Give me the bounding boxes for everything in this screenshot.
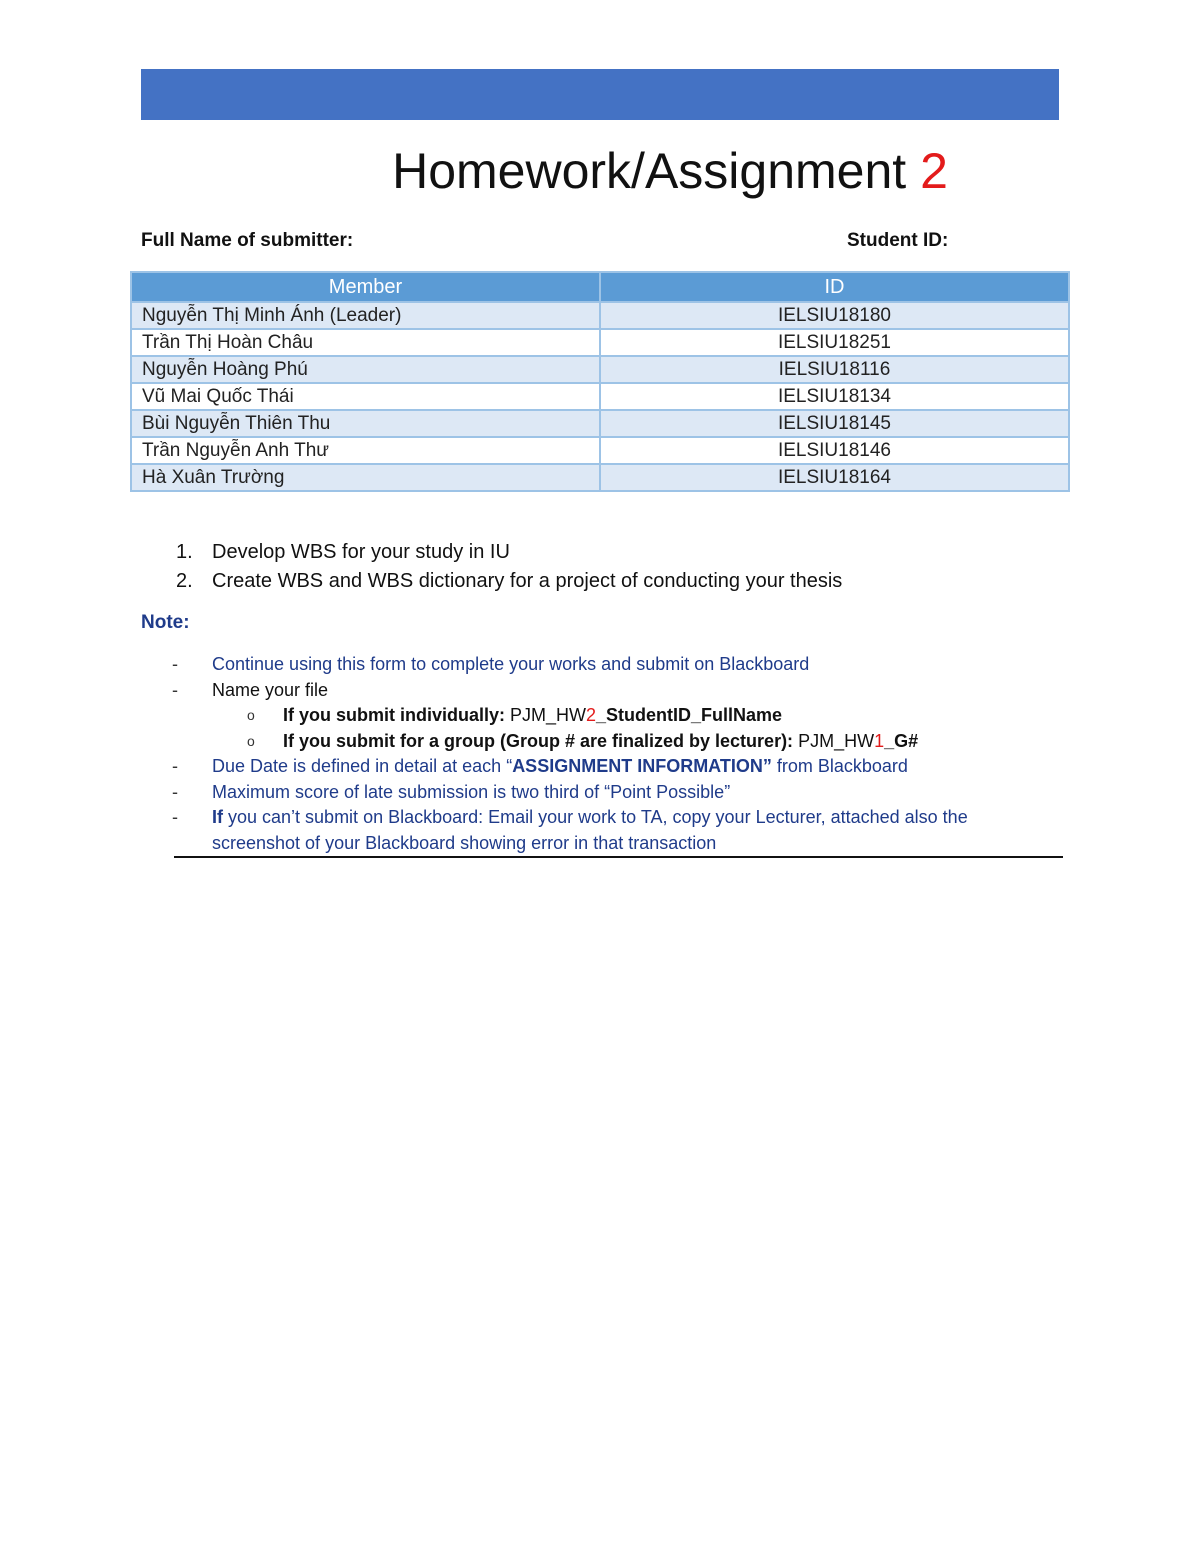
table-row bbox=[131, 302, 1069, 329]
note-text: If you submit for a group (Group # are finalized by lecturer): PJM_HW1_G# bbox=[283, 730, 919, 751]
member-name: Vũ Mai Quốc Thái bbox=[131, 383, 600, 410]
members-table bbox=[130, 271, 1070, 492]
member-name: Bùi Nguyễn Thiên Thu bbox=[131, 410, 600, 437]
note-text: Due Date is defined in detail at each “ASSIGNMENT INFORMATION” from Blackboard bbox=[212, 756, 908, 776]
task-text: Create WBS and WBS dictionary for a project of conducting your thesis bbox=[212, 570, 843, 592]
horizontal-rule bbox=[174, 856, 1063, 858]
page-title: Homework/Assignment 2 bbox=[392, 143, 948, 199]
member-id: IELSIU18164 bbox=[600, 464, 1069, 491]
dash-bullet: - bbox=[172, 654, 178, 674]
member-id: IELSIU18116 bbox=[600, 356, 1069, 383]
note-text: Maximum score of late submission is two third of “Point Possible” bbox=[212, 781, 731, 802]
list-item bbox=[176, 567, 842, 596]
dash-bullet: - bbox=[172, 679, 178, 700]
header-banner bbox=[141, 69, 1059, 120]
table-row bbox=[131, 383, 1069, 410]
table-row bbox=[131, 410, 1069, 437]
task-number: 1. bbox=[176, 541, 193, 563]
note-text: screenshot of your Blackboard showing error in that transaction bbox=[212, 832, 717, 853]
dash-bullet: - bbox=[172, 807, 178, 827]
member-column-header: Member bbox=[131, 272, 600, 302]
member-id: IELSIU18180 bbox=[600, 302, 1069, 329]
dash-bullet: - bbox=[172, 756, 178, 776]
circle-bullet: o bbox=[247, 732, 255, 749]
member-id: IELSIU18134 bbox=[600, 383, 1069, 410]
member-name: Nguyễn Thị Minh Ánh (Leader) bbox=[131, 302, 600, 329]
student-id-label: Student ID: bbox=[847, 230, 949, 251]
note-text: If you can’t submit on Blackboard: Email your work to TA, copy your Lecturer, attached also the bbox=[212, 807, 968, 827]
member-id: IELSIU18251 bbox=[600, 329, 1069, 356]
note-text: If you submit individually: PJM_HW2_StudentID_FullName bbox=[283, 705, 783, 725]
task-number: 2. bbox=[176, 570, 193, 592]
task-text: Develop WBS for your study in IU bbox=[212, 541, 510, 563]
table-row bbox=[131, 464, 1069, 491]
task-list bbox=[176, 538, 842, 596]
table-header-row bbox=[131, 272, 1069, 302]
circle-bullet: o bbox=[247, 707, 255, 723]
note-text: Continue using this form to complete your works and submit on Blackboard bbox=[212, 654, 810, 674]
member-name: Trần Thị Hoàn Châu bbox=[131, 329, 600, 356]
member-id: IELSIU18145 bbox=[600, 410, 1069, 437]
table-row bbox=[131, 437, 1069, 464]
dash-bullet: - bbox=[172, 781, 178, 802]
table-row bbox=[131, 329, 1069, 356]
member-name: Trần Nguyễn Anh Thư bbox=[131, 437, 600, 464]
table-row bbox=[131, 356, 1069, 383]
note-heading: Note: bbox=[141, 612, 190, 633]
submitter-name-label: Full Name of submitter: bbox=[141, 230, 354, 251]
member-name: Nguyễn Hoàng Phú bbox=[131, 356, 600, 383]
member-name: Hà Xuân Trường bbox=[131, 464, 600, 491]
member-id: IELSIU18146 bbox=[600, 437, 1069, 464]
list-item bbox=[176, 538, 842, 567]
note-text: Name your file bbox=[212, 679, 329, 700]
assignment-number: 2 bbox=[920, 143, 948, 199]
id-column-header: ID bbox=[600, 272, 1069, 302]
